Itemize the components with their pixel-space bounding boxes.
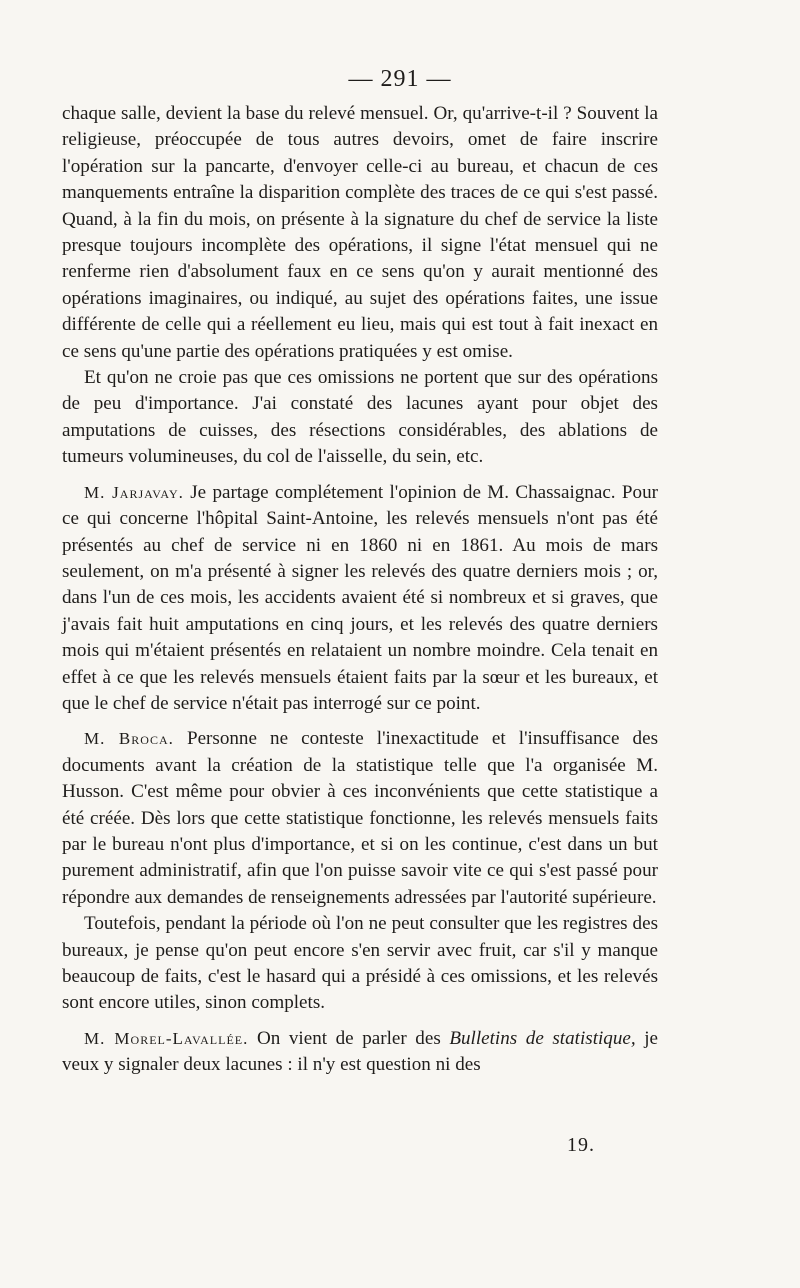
paragraph-text: Je partage complétement l'opinion de M. Chassaignac. Pour ce qui concerne l'hôpital Saint-Antoine, les relevés mensuels n'ont pas été présentés au chef de service ni en 1860 ni en 1861. Au mois de mars seulement, on m'a présenté à signer les relevés des quatre derniers mois ; or, dans l'un de ces mois, les accidents avaient été si nombreux et si graves, que j'avais fait huit amputations en cinq jours, et les relevés des quatre derniers mois qui m'étaient présentés en relataient un nombre moindre. Cela tenait en effet à ce que les relevés mensuels étaient faits par la sœur et les bureaux, et que le chef de service n'était pas interrogé sur ce point. [62,481,658,714]
paragraph-text: Personne ne conteste l'inexactitude et l'insuffisance des documents avant la création de la statistique telle que l'a organisée M. Husson. C'est même pour obvier à ces inconvénients que cette statistique a été créée. Dès lors que cette statistique fonctionne, les relevés mensuels faits par le bureau n'ont plus d'importance, et si on les continue, c'est dans un but purement administratif, afin que l'on puisse savoir vite ce qui s'est passé pour répondre aux demandes de renseignements adressées par l'autorité supérieure. [62,728,658,908]
paragraph-text: je veux y signaler deux lacunes : il n'y est question ni des [62,1027,658,1076]
paragraph-text: On vient de parler des [256,1027,441,1049]
speaker-name: M. Broca. [84,729,174,749]
paragraph: Toutefois, pendant la période où l'on ne peut consulter que les registres des bureaux, je pense qu'on peut encore s'en servir avec fruit, car s'il y manque beaucoup de faits, c'est le hasard qui a présidé à ces omissions, et les relevés sont encore utiles, sinon complets. [62,913,658,1014]
paragraph [62,1026,658,1079]
italic-title: Bulletins de statistique, [449,1027,636,1049]
page-number: — 291 — [348,66,452,92]
paragraph [62,480,658,718]
page-body [62,101,658,1079]
signature-mark: 19. [567,1134,595,1156]
paragraph: Et qu'on ne croie pas que ces omissions ne portent que sur des opérations de peu d'importance. J'ai constaté des lacunes ayant pour objet des amputations de cuisses, des résections considérables, des ablations de tumeurs volumineuses, du col de l'aisselle, du sein, etc. [62,367,658,468]
paragraph: chaque salle, devient la base du relevé mensuel. Or, qu'arrive-t-il ? Souvent la religieuse, préoccupée de tous autres devoirs, omet de faire inscrire l'opération sur la pancarte, d'envoyer celle-ci au bureau, et chacun de ces manquements entraîne la disparition complète des traces de ce qui s'est passé. Quand, à la fin du mois, on présente à la signature du chef de service la liste presque toujours incomplète des opérations, il signe l'état mensuel qui ne renferme rien d'absolument faux en ce sens qu'on y aurait mentionné des opérations imaginaires, ou indiqué, au sujet des opérations faites, une issue différente de celle qui a réellement eu lieu, mais qui est tout à fait inexact en ce sens qu'une partie des opérations pratiquées y est omise. [62,103,658,362]
paragraph [62,726,658,911]
speaker-name: M. Jarjavay. [84,482,184,502]
speaker-name: M. Morel-Lavallée. [84,1028,249,1048]
